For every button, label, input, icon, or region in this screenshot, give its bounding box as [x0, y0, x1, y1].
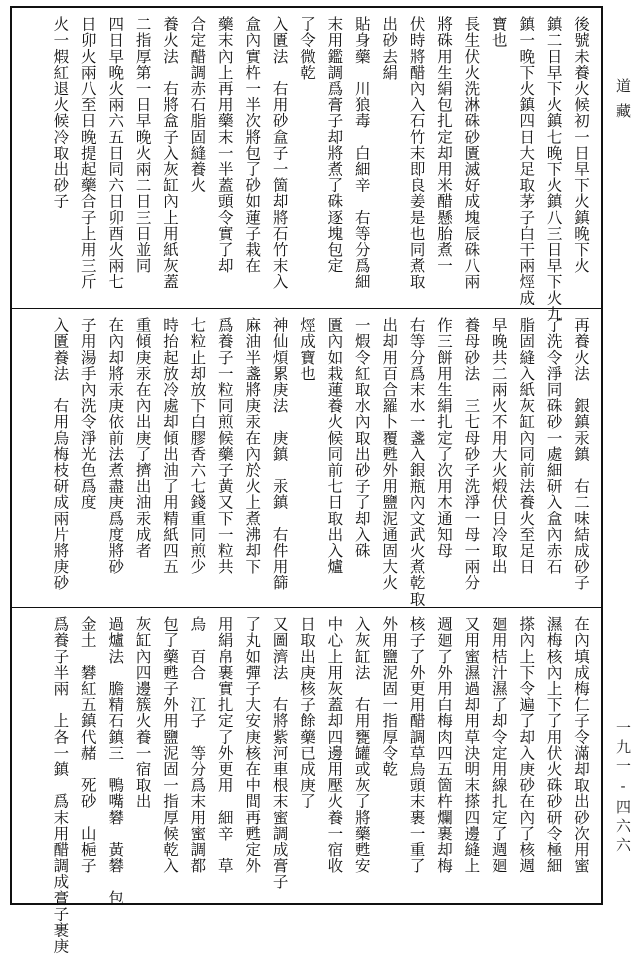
text-column: 爲養子半兩 上各一鎮 爲末用醋調成膏子裹庚: [51, 616, 70, 954]
text-column: 日取出庚核子餘藥已成庚了: [298, 616, 316, 810]
text-column: 用絹帛裹實扎定了外更用 細辛 草: [215, 616, 234, 874]
text-column: 重傾庚汞在內出庚了擠出油汞成者: [133, 317, 152, 559]
text-column: 烴成寶也: [298, 317, 316, 382]
text-column: 搽內上下令遍了却入庚砂在內了核週: [517, 616, 536, 874]
text-column: 過爐法 膽精石鎮三 鴨嘴礬 黃礬 包: [106, 616, 125, 906]
text-column: 後號未養火候初一日早下火鎮晚下火: [572, 16, 590, 274]
text-column: 包了藥甦子外用鹽泥固一指厚候乾入: [161, 616, 179, 874]
text-column: 一煆令紅取水內取出砂子了却入硃: [352, 317, 371, 559]
text-column: 金土 礬紅五鎮代赭 死砂 山梔子: [78, 616, 97, 874]
text-column: 神仙煩累庚法 庚鎮 汞鎮 右件用篩: [270, 317, 289, 591]
text-column: 藥末內上再用藥末一半蓋頭令實了却: [215, 16, 234, 274]
text-column: 將硃用生絹包扎定却用米醋懸胎煮一: [435, 16, 453, 274]
text-column: 又用蜜濕過却用草決明末搽四邊縫上: [462, 616, 481, 874]
text-column: 週廻了外用白梅肉四五箇杵爛裹却梅: [435, 616, 453, 874]
text-column: 養母砂法 三七母砂子洗淨一母一兩分: [462, 317, 481, 591]
text-column: 伏時將醋內入石竹末即良姜是也同煮取: [407, 16, 426, 290]
text-panel-middle: [12, 309, 601, 607]
text-column: 濕梅核內上下了用伏火硃砂研令極細: [544, 616, 563, 874]
text-column: 子用湯手內洗令淨光色爲度: [78, 317, 97, 511]
text-column: 合定醋調赤石脂固縫養火: [188, 16, 207, 194]
text-column: 日卯火兩八至日晚提起藥合子上用三斤: [78, 16, 97, 290]
text-column: 再養火法 銀鎮汞鎮 右二味結成砂子: [572, 317, 590, 591]
text-panel-bottom: [12, 608, 601, 954]
text-column: 寶也: [489, 16, 508, 49]
text-column: 七粒止却放下白膠香六七錢重同煎少: [188, 317, 207, 575]
text-column: 末用鑑調爲膏子却將煮了硃逐塊包定: [325, 16, 344, 274]
text-column: 中心上用灰蓋却四邊用壓火養一宿收: [325, 616, 344, 874]
text-column: 灰缸內四邊簇火養一宿取出: [133, 616, 152, 810]
text-column: 在內却將汞庚依前法煮盡庚爲度將砂: [106, 317, 125, 575]
text-column: 入匱法 右用砂盒子一箇却將石竹末入: [270, 16, 289, 290]
text-column: 外用鹽泥固一指厚令乾: [380, 616, 399, 777]
text-column: 四日早晚火兩六五日同六日卯酉火兩七: [106, 16, 125, 290]
text-column: 脂固縫入紙灰缸內同前法養火至足日: [517, 317, 536, 575]
text-column: 廻用桔汁濕了却令定用線扎定了週廻: [489, 616, 508, 874]
text-column: 在內填成梅仁子令滿却取出砂次用蜜: [572, 616, 590, 874]
text-column: 入匱養法 右用烏梅枝研成兩片將庚砂: [51, 317, 70, 591]
text-column: 盒內實杵一半次將包了砂如蓮子栽在: [243, 16, 262, 274]
text-column: 右等分爲末水一盞入銀瓶內文武火煮乾取: [407, 317, 426, 607]
page-frame: [10, 6, 603, 954]
margin-title: 道藏: [614, 78, 632, 128]
text-column: 長生伏火洗淋硃砂匱滅好成塊辰硃八兩: [462, 16, 481, 290]
text-column: 又圖濟法 右將紫河車根末蜜調成膏子: [270, 616, 289, 890]
text-column: 了洗令淨同硃砂一處細研入盒內赤石: [544, 317, 563, 575]
text-column: 核子了外更用醋調草烏頭末裹一重了: [407, 616, 426, 874]
text-column: 作三餅用生絹扎定了次用木通知母: [435, 317, 453, 559]
text-column: 鎮二日早下火鎮七晚下火鎮八三日早下火九: [544, 16, 563, 322]
text-column: 匱內如栽蓮養火候同前七日取出入爐: [325, 317, 344, 575]
text-column: 二指厚第一日早晚火兩二日三日並同: [133, 16, 152, 274]
text-column: 出却用百合羅卜覆甦外用鹽泥通固大火: [380, 317, 399, 591]
text-column: 烏 百合 江子 等分爲末用蜜調都: [188, 616, 207, 874]
text-column: 貼身藥 川狼毒 白細辛 右等分爲細: [352, 16, 371, 290]
text-column: 出砂去絹: [380, 16, 399, 81]
text-column: 鎮一晚下火鎮四日大足取茅子白干兩烴成: [517, 16, 536, 306]
text-column: 了令微乾: [298, 16, 316, 81]
text-column: 爲養子一粒同煎候藥子黃又下一粒共: [215, 317, 234, 575]
text-column: 時抬起放冷處却傾出油了用精紙四五: [161, 317, 179, 575]
text-panel-top: [12, 8, 601, 322]
text-column: 了丸如彈子大安庚核在中間再甦定外: [243, 616, 262, 874]
text-column: 入灰缸法 右用甕罐或灰了將藥甦安: [352, 616, 371, 874]
text-column: 養火法 右將盒子入灰缸內上用紙灰蓋: [161, 16, 179, 290]
text-column: 火一煆紅退火候冷取出砂子: [51, 16, 70, 210]
text-column: 早晚共二兩火不用大火煅伏日冷取出: [489, 317, 508, 575]
margin-page-number: 一九一-四六六: [614, 720, 632, 856]
text-column: 麻油半盞將庚汞在內於火上煮沸却下: [243, 317, 262, 575]
